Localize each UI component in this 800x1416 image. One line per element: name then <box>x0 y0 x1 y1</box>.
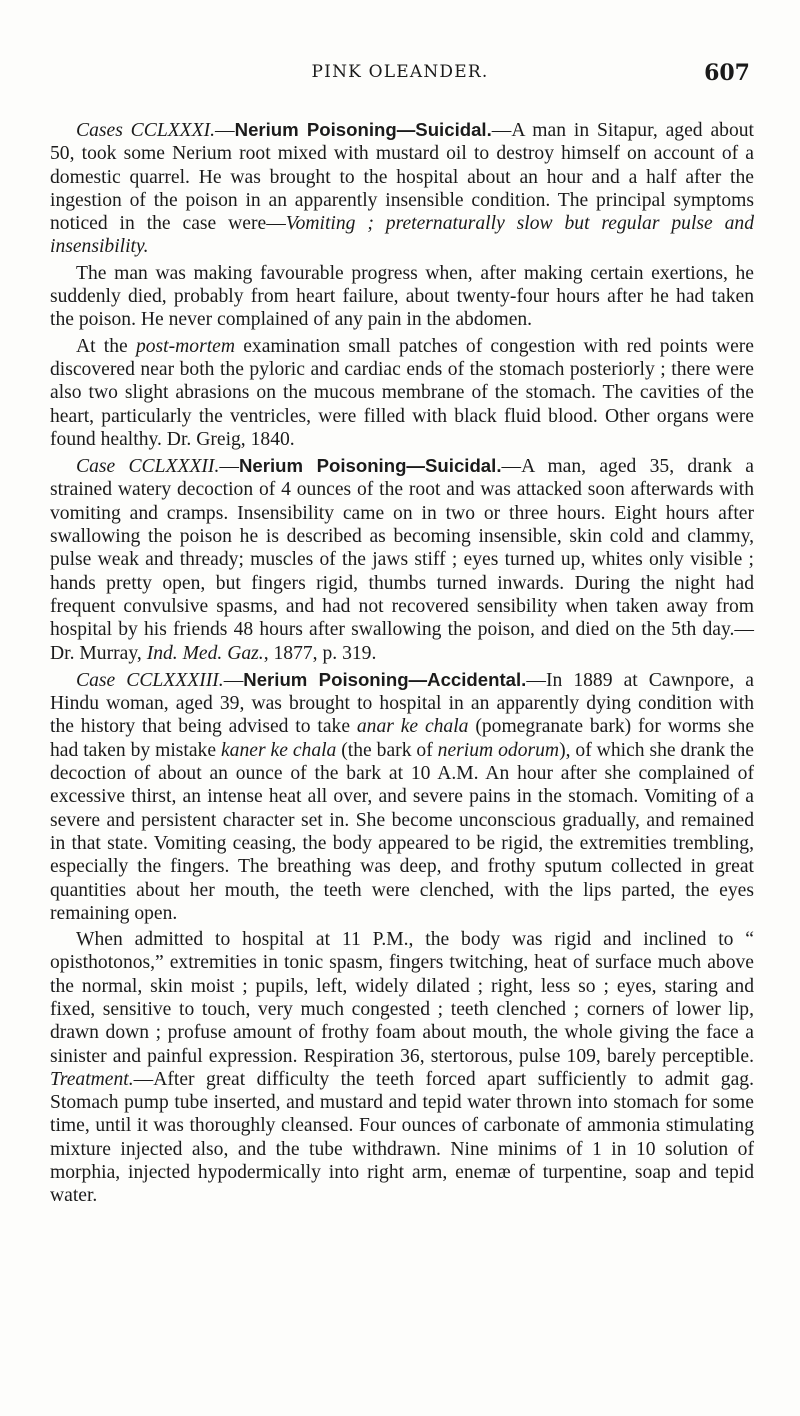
case-282-text: —A man, aged 35, drank a strained watery decoction of 4 ounces of the root and was attacked soon afterwards with vomiting and cramps. Insensibility came on in two or three hours. Eight hours after swallowing the poison he is described as becoming insensible, skin cold and clammy, pulse weak and thready; muscles of the jaws stiff ; eyes turned up, whites only visible ; hands pretty open, but fingers rigid, thumbs turned inwards. During the night had frequent convulsive spasms, and had not recovered sensibility when taken away from hospital by his friends 48 hours after swallowing the poison, and died on the 5th day.—Dr. Murray, <box>50 456 754 664</box>
page-number: 607 <box>704 60 750 86</box>
case-283-dash: — <box>223 669 244 691</box>
case-281-paragraph-3 <box>50 335 754 451</box>
case-281-heading: Nerium Poisoning—Suicidal. <box>234 119 492 140</box>
running-head <box>50 60 750 88</box>
case-282-number: Case CCLXXXII. <box>76 456 220 478</box>
case-281-symptoms: Vomiting ; preternaturally slow but regular pulse and insensibility. <box>50 213 754 258</box>
case-283-t4: ), of which she drank the decoction of about an ounce of the bark at 10 A.M. An hour after she complained of excessive thirst, an intense heat all over, and severe pains in the stomach. Vomiting of a severe and persistent character set in. She become unconscious gradually, and remained in that state. Vomiting ceasing, the body appeared to be rigid, the extremities trembling, especially the fingers. The breathing was deep, and frothy sputum collected in great quantities about her mouth, the teeth were clenched, with the lips parted, the eyes remaining open. <box>50 739 754 924</box>
case-282-paragraph <box>50 454 754 665</box>
case-283-t1: —In 1889 at Cawnpore, a Hindu woman, aged 39, was brought to hospital in an apparently dying condition with the history that being advised to take <box>50 669 755 738</box>
text-body <box>50 118 754 1211</box>
case-283-t3: (the bark of <box>336 739 438 761</box>
case-281-dash: — <box>215 120 235 141</box>
case-283-heading: Nerium Poisoning—Accidental. <box>243 668 527 690</box>
case-283-p2b: —After great difficulty the teeth forced apart sufficiently to admit gag. Stomach pump tube inserted, and mustard and tepid water thrown into stomach for some time, until it was thoroughly cleansed. Four ounces of carbonate of ammonia stimulating mixture injected also, and the tube withdrawn. Nine minims of 1 in 10 solution of morphia, injected hypodermically into right arm, enemæ of turpentine, soap and tepid water. <box>50 1068 754 1207</box>
case-283-i2: kaner ke chala <box>220 739 337 761</box>
case-282-citation-tail: , 1877, p. 319. <box>263 642 377 664</box>
case-281-paragraph-2: The man was making favourable progress when, after making certain exertions, he suddenly died, probably from heart failure, about twenty-four hours after he had taken the poison. He never complained of any pain in the abdomen. <box>50 262 754 331</box>
case-283-t2: (pomegranate bark) for worms she had taken by mistake <box>50 716 755 761</box>
case-283-paragraph-2 <box>50 928 754 1208</box>
case-282-citation: Ind. Med. Gaz. <box>146 642 264 664</box>
case-281-p3-before: At the <box>76 335 136 357</box>
case-281-lead: —A man in Sitapur, aged about 50, took some Nerium root mixed with mustard oil to destroy himself on account of a domestic quarrel. He was brought to the hospital about an hour and a half after the ingestion of the poison in an apparently insensible condition. The principal symptoms noticed in the case were— <box>50 120 754 235</box>
running-title: PINK OLEANDER. <box>311 62 489 82</box>
case-283-p2a: When admitted to hospital at 11 P.M., the body was rigid and inclined to “ opisthotonos,” extremities in tonic spasm, fingers twitching, heat of surface much above the normal, skin moist ; pupils, left, widely dilated ; right, less so ; eyes, staring and fixed, sensitive to touch, very much congested ; teeth clenched ; corners of lower lip, drawn down ; profuse amount of frothy foam about mouth, the whole giving the face a sinister and painful expression. Respiration 36, stertorous, pulse 109, barely perceptible. <box>50 929 754 1067</box>
case-281-paragraph-1 <box>50 118 754 259</box>
case-282-heading: Nerium Poisoning—Suicidal. <box>238 455 502 477</box>
case-281-number: Cases CCLXXXI. <box>76 120 216 141</box>
case-283-treatment-label: Treatment. <box>50 1068 134 1090</box>
case-281-p3-after: examination small patches of congestion with red points were discovered near both the pyloric and cardiac ends of the stomach posteriorly ; there were also two slight abrasions on the mucous membrane of the stomach. The cavities of the heart, particularly the ventricles, were filled with black fluid blood. Other organs were found healthy. Dr. Greig, 1840. <box>50 335 754 450</box>
case-281-p3-italic: post-mortem <box>135 335 236 357</box>
case-283-i3: nerium odorum <box>437 739 560 761</box>
case-283-paragraph-1 <box>50 668 754 925</box>
case-283-number: Case CCLXXXIII. <box>76 669 224 691</box>
case-283-i1: anar ke chala <box>356 716 469 738</box>
case-282-dash: — <box>219 456 239 478</box>
